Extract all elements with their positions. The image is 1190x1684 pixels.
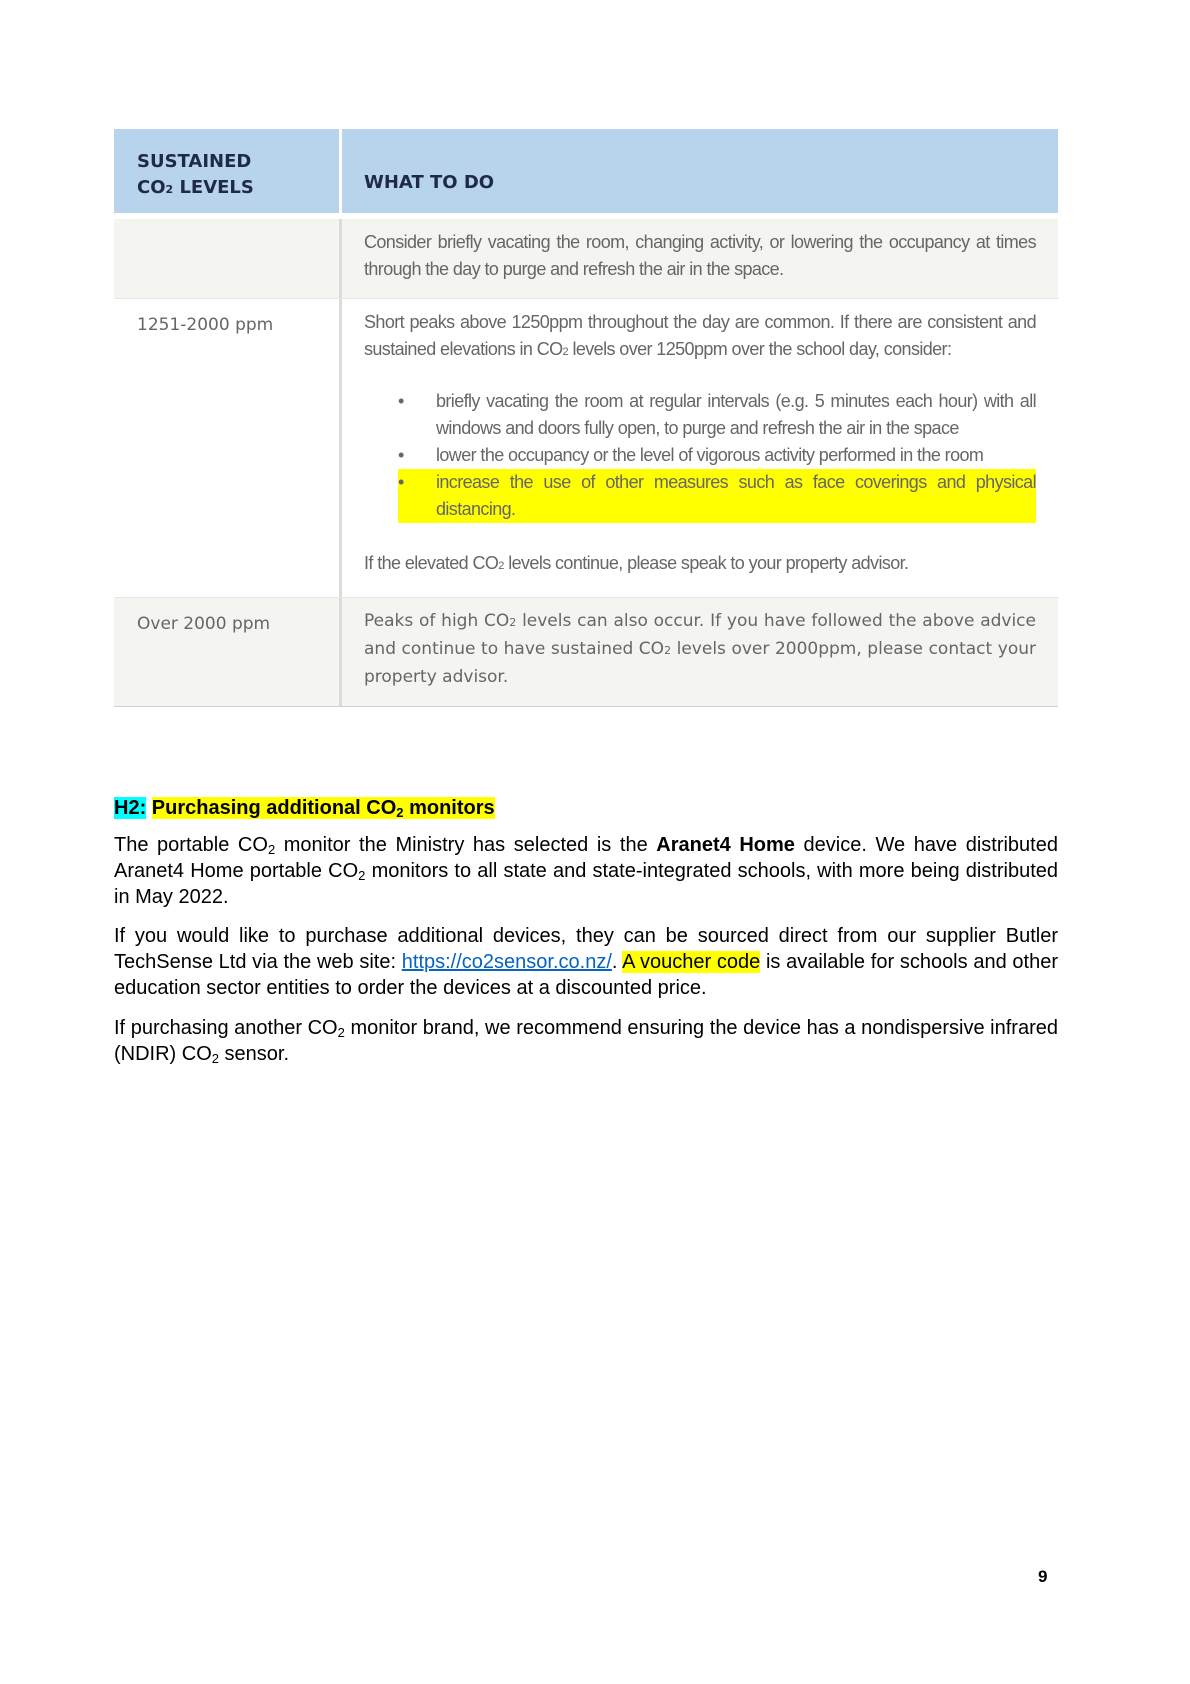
row3-action <box>339 598 1058 706</box>
paragraph-purchase <box>114 923 1058 1001</box>
row2-bullet-list <box>364 388 1036 523</box>
row2-action <box>339 299 1058 597</box>
row2-closing <box>364 550 1036 580</box>
paragraph-ndir <box>114 1015 1058 1067</box>
header-col2-text: WHAT TO DO <box>364 172 495 193</box>
p1-c: device. We have distributed Aranet4 Home portable CO <box>114 834 1058 882</box>
header-what-to-do <box>339 129 1058 213</box>
row2-intro <box>364 309 1036 366</box>
list-item-highlighted <box>398 469 1036 523</box>
p1-c-sub: 2 <box>358 868 366 883</box>
row2-closing-sub: 2 <box>498 560 504 572</box>
bullet-icon: • <box>398 391 404 411</box>
p3-a-sub: 2 <box>337 1025 345 1040</box>
row3-sub-a: 2 <box>509 616 517 629</box>
row1-level <box>114 219 339 298</box>
voucher-highlight: A voucher code <box>622 951 761 973</box>
heading-title-b: monitors <box>403 797 495 819</box>
row1-action <box>339 219 1058 298</box>
bullet-icon: • <box>398 472 404 492</box>
heading-title <box>152 797 495 819</box>
co2-levels-table <box>114 129 1058 707</box>
header-sustained-levels <box>114 129 339 213</box>
p2-b: . <box>611 951 623 973</box>
p2-a: If you would like to purchase additional devices, they can be sourced direct from our supplier Butler TechSense Ltd via the web site: <box>114 925 1058 973</box>
heading-title-a: Purchasing additional CO <box>151 797 397 819</box>
row2-closing-b: levels continue, please speak to your property advisor. <box>503 553 909 573</box>
supplier-link[interactable]: https://co2sensor.co.nz/ <box>401 951 612 973</box>
list-item <box>398 388 1036 442</box>
p3-c: sensor. <box>219 1043 290 1065</box>
p1-device-name: Aranet4 Home <box>656 834 795 856</box>
p1-b: monitor the Ministry has selected is the <box>275 834 657 856</box>
page-number: 9 <box>1038 1567 1048 1586</box>
row2-intro-a: Short peaks above 1250ppm throughout the day are common. If there are consistent and sustained elevations in CO <box>364 312 1036 359</box>
table-header-row <box>114 129 1058 213</box>
row2-intro-b: levels over 1250ppm over the school day, consider: <box>568 339 952 359</box>
row3-text <box>364 608 1036 691</box>
row3-text-c: levels over 2000ppm, please contact your property advisor. <box>364 639 1036 687</box>
row3-text-a: Peaks of high CO <box>364 611 510 631</box>
row2-intro-sub: 2 <box>562 346 569 358</box>
row1-text: Consider briefly vacating the room, changing activity, or lowering the occupancy at times through the day to purge and refresh the air in the space. <box>364 232 1036 279</box>
table-row <box>114 597 1058 707</box>
header-subscript: 2 <box>165 183 174 196</box>
heading-tag: H2: <box>114 797 147 819</box>
section-heading <box>114 795 1058 821</box>
bullet-text: lower the occupancy or the level of vigorous activity performed in the room <box>436 445 984 465</box>
header-col1-line1: SUSTAINED <box>137 151 252 172</box>
header-levels-text: LEVELS <box>173 177 254 198</box>
p1-a: The portable CO <box>114 834 268 856</box>
paragraph-aranet <box>114 832 1058 910</box>
list-item <box>398 442 1036 469</box>
header-co-text: CO <box>137 177 166 198</box>
p3-b: monitor brand, we recommend ensuring the device has a nondispersive infrared (NDIR) CO <box>114 1017 1058 1065</box>
row3-level: Over 2000 ppm <box>137 614 271 634</box>
bullet-text: briefly vacating the room at regular intervals (e.g. 5 minutes each hour) with all windows and doors fully open, to purge and refresh the air in the space <box>436 391 1036 438</box>
p1-a-sub: 2 <box>267 842 276 857</box>
table-row <box>114 219 1058 298</box>
row2-level: 1251-2000 ppm <box>137 315 274 335</box>
p1-d: monitors to all state and state-integrated schools, with more being distributed in May 2022. <box>114 860 1059 908</box>
header-col1-line2 <box>137 175 339 203</box>
table-row <box>114 298 1058 597</box>
heading-title-sub: 2 <box>396 805 404 820</box>
bullet-text: increase the use of other measures such as face coverings and physical distancing. <box>436 472 1036 519</box>
p2-c: is available for schools and other education sector entities to order the devices at a discounted price. <box>114 951 1059 999</box>
row3-sub-b: 2 <box>664 644 672 657</box>
row3-text-b: levels can also occur. If you have followed the above advice and continue to have sustained CO <box>364 611 1036 659</box>
row2-closing-a: If the elevated CO <box>364 553 499 573</box>
bullet-icon: • <box>398 445 404 465</box>
p3-b-sub: 2 <box>211 1051 219 1066</box>
p3-a: If purchasing another CO <box>114 1017 338 1039</box>
